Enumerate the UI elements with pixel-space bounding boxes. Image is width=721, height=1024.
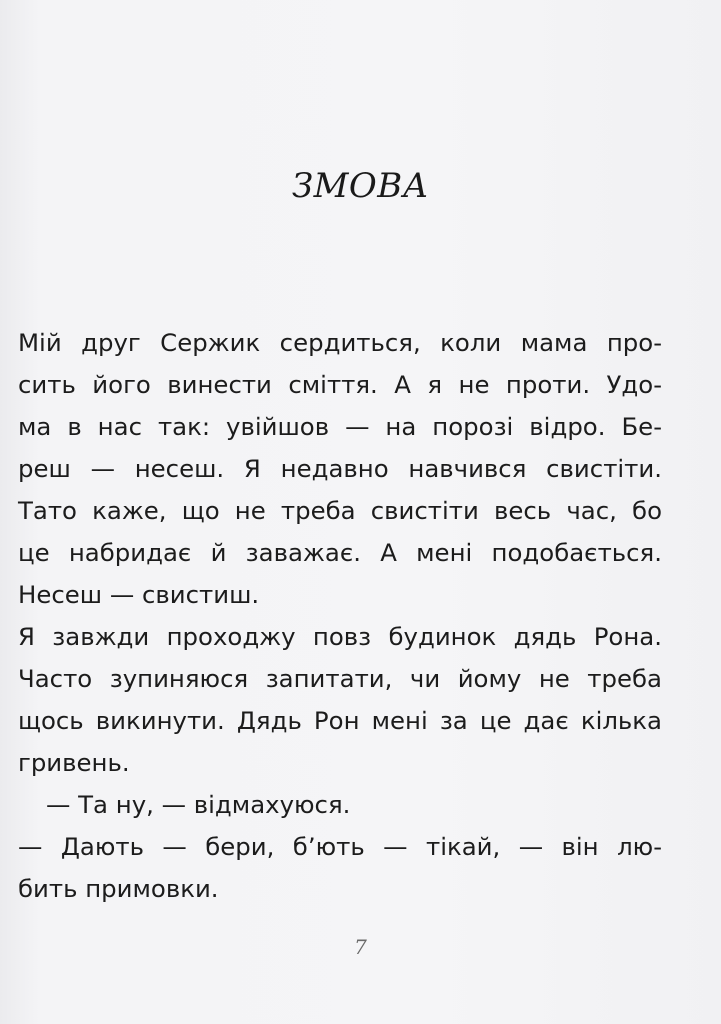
text-line: ма в нас так: увійшов — на порозі відро. Бе- [18, 412, 662, 441]
text-line: Тато каже, що не треба свистіти весь час, бо [18, 496, 662, 525]
text-line: — Дають — бери, б’ють — тікай, — він лю- [18, 832, 662, 861]
text-line: Несеш — свистиш. [18, 580, 260, 609]
text-line: Я завжди проходжу повз будинок дядь Рона. [18, 622, 662, 651]
text-line: щось викинути. Дядь Рон мені за це дає кілька [18, 706, 662, 735]
page-number: 7 [354, 935, 367, 959]
text-line: Часто зупиняюся запитати, чи йому не треба [18, 664, 662, 693]
text-line: сить його винести сміття. А я не проти. Удо- [18, 370, 662, 399]
text-line: реш — несеш. Я недавно навчився свистіти. [18, 454, 662, 483]
text-line: бить примовки. [18, 874, 219, 903]
body-text [18, 322, 662, 910]
text-line: це набридає й заважає. А мені подобається. [18, 538, 662, 567]
text-line: гривень. [18, 748, 130, 777]
chapter-title: ЗМОВА [291, 166, 430, 206]
text-line: Мій друг Сержик сердиться, коли мама про- [18, 328, 662, 357]
text-line: — Та ну, — відмахуюся. [46, 790, 351, 819]
